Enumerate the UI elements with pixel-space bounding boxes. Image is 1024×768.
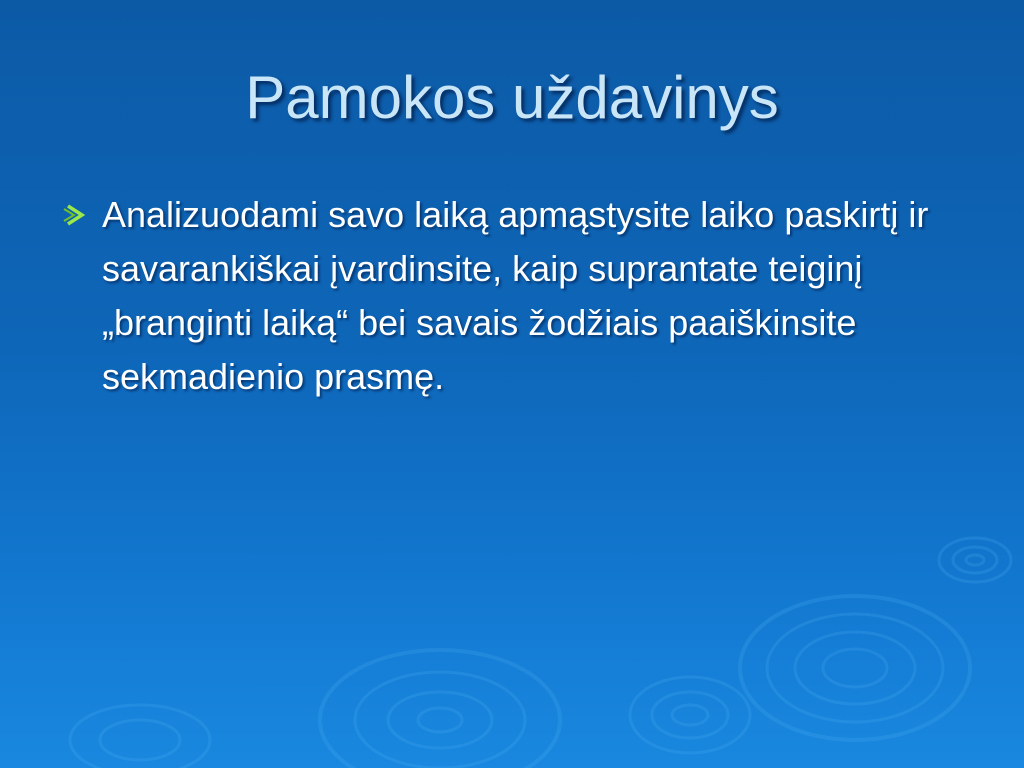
- bullet-list: [62, 188, 982, 404]
- bullet-text: Analizuodami savo laiką apmąstysite laiko paskirtį ir savarankiškai įvardinsite, kaip suprantate teiginį „branginti laiką“ bei savais žodžiais paaiškinsite sekmadienio prasmę.: [102, 194, 929, 397]
- slide-title: Pamokos uždavinys: [245, 64, 779, 131]
- bullet-item: [62, 188, 982, 404]
- arrow-bullet-icon: [62, 201, 90, 229]
